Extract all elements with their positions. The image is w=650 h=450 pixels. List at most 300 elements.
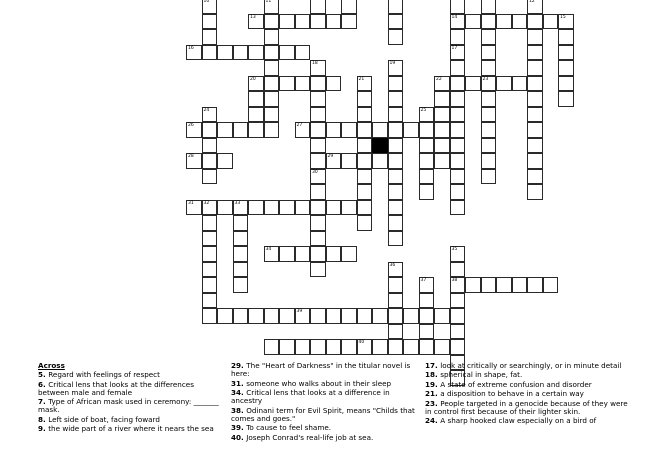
grid-cell[interactable] [217,200,233,216]
grid-cell[interactable] [512,277,528,293]
grid-cell[interactable] [357,169,373,185]
grid-cell[interactable] [481,138,497,154]
grid-cell[interactable] [419,308,435,324]
grid-cell[interactable] [450,29,466,45]
clue-item [231,380,417,388]
clue-text: spherical in shape, fat. [440,370,523,380]
grid-cell[interactable] [295,122,311,138]
clue-number: 39 [296,309,303,314]
grid-cell[interactable] [388,91,404,107]
grid-cell[interactable] [326,14,342,30]
grid-cell[interactable] [481,45,497,61]
grid-cell[interactable] [388,14,404,30]
grid-cell[interactable] [357,122,373,138]
clue-num: 21. [425,389,441,399]
clue-num: 17. [425,361,441,370]
grid-cell[interactable] [450,153,466,169]
grid-cell[interactable] [357,76,373,92]
grid-cell[interactable] [419,169,435,185]
grid-cell[interactable] [357,184,373,200]
grid-cell[interactable] [388,107,404,123]
grid-cell[interactable] [388,339,404,355]
grid-cell[interactable] [202,14,218,30]
clue-text: Regard with feelings of respect [48,370,160,380]
grid-cell[interactable] [527,76,543,92]
grid-cell[interactable] [388,262,404,278]
grid-cell[interactable] [372,308,388,324]
clue-number: 19 [389,61,396,66]
grid-cell[interactable] [295,339,311,355]
grid-cell[interactable] [419,153,435,169]
grid-cell[interactable] [233,122,249,138]
grid-cell[interactable] [186,45,202,61]
clue-item [38,381,220,397]
grid-cell[interactable] [217,45,233,61]
grid-cell[interactable] [434,122,450,138]
grid-cell[interactable] [450,262,466,278]
clue-text: Odinani term for Evil Spirit, means "Childs that comes and goes." [231,405,415,423]
grid-cell[interactable] [310,262,326,278]
clue-text: Critical lens that looks at a difference in ancestry [231,387,390,406]
grid-cell[interactable] [388,277,404,293]
down-clues-column [425,362,635,427]
grid-cell[interactable] [279,200,295,216]
grid-cell[interactable] [450,246,466,262]
grid-cell[interactable] [202,277,218,293]
grid-cell[interactable] [357,308,373,324]
grid-cell[interactable] [388,29,404,45]
across-header: Across [38,361,65,370]
grid-cell[interactable] [481,122,497,138]
grid-cell[interactable] [388,324,404,340]
clue-num: 23. [425,398,441,408]
grid-cell[interactable] [450,0,466,14]
grid-cell[interactable] [403,122,419,138]
clue-text: Left side of boat, facing foward [48,414,160,424]
grid-cell[interactable] [527,91,543,107]
grid-cell[interactable] [295,246,311,262]
grid-cell[interactable] [527,153,543,169]
grid-cell[interactable] [202,200,218,216]
grid-cell[interactable] [295,308,311,324]
grid-cell[interactable] [248,91,264,107]
clue-number: 12 [529,0,535,4]
grid-cell[interactable] [310,184,326,200]
grid-cell[interactable] [558,60,574,76]
grid-cell[interactable] [450,107,466,123]
clue-number: 24 [203,107,210,113]
grid-cell[interactable] [310,153,326,169]
grid-cell[interactable] [450,324,466,340]
grid-cell[interactable] [326,246,342,262]
clue-item [38,398,220,414]
grid-cell[interactable] [388,122,404,138]
grid-cell[interactable] [264,14,280,30]
clue-num: 19. [425,379,441,389]
grid-cell[interactable] [326,308,342,324]
grid-cell[interactable] [527,169,543,185]
grid-cell[interactable] [341,0,357,14]
clue-text: A sharp hooked claw especially on a bird of [440,416,597,426]
grid-cell[interactable] [248,107,264,123]
grid-cell[interactable] [434,91,450,107]
clue-num: 9. [38,424,49,434]
grid-cell[interactable] [357,107,373,123]
grid-cell[interactable] [248,45,264,61]
grid-cell[interactable] [310,200,326,216]
grid-cell[interactable] [202,45,218,61]
clue-number: 20 [250,76,256,82]
grid-cell[interactable] [357,91,373,107]
grid-cell[interactable] [419,293,435,309]
clue-text: To cause to feel shame. [246,423,332,433]
grid-cell[interactable] [527,29,543,45]
grid-cell[interactable] [388,293,404,309]
grid-cell[interactable] [326,153,342,169]
grid-cell[interactable] [357,215,373,231]
grid-cell[interactable] [248,200,264,216]
grid-cell[interactable] [310,246,326,262]
grid-cell[interactable] [310,231,326,247]
grid-cell[interactable] [295,14,311,30]
grid-cell[interactable] [388,153,404,169]
grid-cell[interactable] [202,29,218,45]
grid-cell[interactable] [202,215,218,231]
grid-cell[interactable] [434,153,450,169]
grid-cell[interactable] [388,0,404,14]
grid-cell[interactable] [233,200,249,216]
clue-item [231,424,417,432]
grid-cell[interactable] [233,308,249,324]
clue-number: 25 [420,107,427,113]
grid-cell[interactable] [388,231,404,247]
grid-cell[interactable] [341,200,357,216]
grid-cell[interactable] [450,200,466,216]
grid-cell[interactable] [264,107,280,123]
grid-cell[interactable] [310,91,326,107]
grid-cell[interactable] [419,339,435,355]
grid-cell[interactable] [450,169,466,185]
grid-cell[interactable] [450,14,466,30]
grid-cell[interactable] [388,138,404,154]
grid-cell[interactable] [202,0,218,14]
grid-cell[interactable] [450,76,466,92]
grid-cell[interactable] [450,91,466,107]
grid-cell[interactable] [202,246,218,262]
grid-cell[interactable] [481,277,497,293]
clue-number: 11 [265,0,272,4]
clue-number: 31 [188,200,194,206]
grid-cell[interactable] [372,122,388,138]
grid-cell[interactable] [465,277,481,293]
grid-cell[interactable] [295,45,311,61]
grid-cell[interactable] [326,339,342,355]
grid-cell[interactable] [496,14,512,30]
grid-cell[interactable] [527,184,543,200]
clue-item [425,381,635,389]
grid-cell[interactable] [481,29,497,45]
grid-cell[interactable] [465,14,481,30]
clue-number: 32 [203,200,210,206]
grid-cell[interactable] [403,308,419,324]
grid-cell[interactable] [233,231,249,247]
grid-cell[interactable] [388,308,404,324]
grid-cell[interactable] [434,138,450,154]
clue-item [38,425,220,433]
grid-cell[interactable] [558,45,574,61]
clue-text: People targeted in a genocide because of they were in control first because of their lighter skin. [425,398,628,416]
grid-cell[interactable] [186,200,202,216]
clue-text: The "Heart of Darkness" in the titular novel is here: [231,361,411,379]
clue-number: 17 [451,45,458,51]
grid-cell[interactable] [326,122,342,138]
grid-cell[interactable] [481,153,497,169]
grid-cell[interactable] [388,76,404,92]
grid-cell[interactable] [450,122,466,138]
clue-item [231,389,417,405]
clue-number: 26 [188,123,194,128]
grid-cell[interactable] [527,122,543,138]
grid-cell[interactable] [450,60,466,76]
grid-cell[interactable] [264,91,280,107]
grid-cell[interactable] [512,14,528,30]
clue-item [425,400,635,416]
grid-cell[interactable] [481,14,497,30]
grid-cell[interactable] [388,215,404,231]
grid-cell[interactable] [202,308,218,324]
grid-cell[interactable] [357,339,373,355]
grid-cell[interactable] [419,107,435,123]
grid-cell[interactable] [186,153,202,169]
clue-num: 7. [38,397,49,407]
grid-cell[interactable] [341,246,357,262]
grid-cell[interactable] [357,153,373,169]
grid-cell[interactable] [481,60,497,76]
grid-cell[interactable] [388,200,404,216]
grid-cell[interactable] [558,29,574,45]
grid-cell[interactable] [481,91,497,107]
grid-cell[interactable] [202,262,218,278]
clue-num: 6. [38,379,49,389]
grid-cell[interactable] [310,0,326,14]
grid-cell[interactable] [341,308,357,324]
grid-cell[interactable] [217,122,233,138]
clue-item [425,390,635,398]
grid-cell[interactable] [248,308,264,324]
grid-cell[interactable] [264,45,280,61]
grid-cell[interactable] [248,14,264,30]
clue-number: 21 [358,76,365,82]
clue-item [425,417,635,425]
grid-cell[interactable] [202,169,218,185]
clue-item [38,371,220,379]
clue-number: 30 [312,169,318,175]
grid-cell[interactable] [465,76,481,92]
clue-text: Joseph Conrad's real-life job at sea. [246,432,374,442]
grid-cell[interactable] [496,76,512,92]
grid-cell[interactable] [388,169,404,185]
clues-column-2 [231,362,417,443]
clue-number: 29 [327,154,334,159]
grid-cell[interactable] [403,339,419,355]
clue-number: 35 [451,247,458,252]
grid-cell[interactable] [372,339,388,355]
clue-num: 29. [231,361,247,370]
grid-cell[interactable] [527,60,543,76]
grid-cell[interactable] [202,138,218,154]
grid-cell[interactable] [558,14,574,30]
clue-number: 16 [188,45,194,51]
grid-cell[interactable] [310,122,326,138]
grid-cell[interactable] [419,184,435,200]
grid-cell[interactable] [419,138,435,154]
grid-cell[interactable] [357,138,373,154]
grid-cell[interactable] [326,200,342,216]
grid-cell[interactable] [264,308,280,324]
grid-cell[interactable] [264,0,280,14]
grid-cell[interactable] [372,153,388,169]
grid-cell[interactable] [434,308,450,324]
grid-cell[interactable] [527,277,543,293]
grid-cell[interactable] [527,0,543,14]
grid-cell[interactable] [450,138,466,154]
grid-cell[interactable] [264,200,280,216]
clue-text: a disposition to behave in a certain way [440,389,584,399]
grid-cell[interactable] [264,60,280,76]
grid-cell[interactable] [558,91,574,107]
grid-cell[interactable] [310,339,326,355]
grid-cell[interactable] [527,107,543,123]
grid-cell[interactable] [527,14,543,30]
grid-cell[interactable] [434,107,450,123]
grid-cell[interactable] [279,45,295,61]
grid-cell[interactable] [264,339,280,355]
grid-cell[interactable] [202,122,218,138]
clue-num: 40. [231,432,247,442]
grid-cell[interactable] [233,215,249,231]
grid-cell[interactable] [481,0,497,14]
clue-text: the wide part of a river where it nears the sea [48,424,214,434]
grid-cell[interactable] [310,107,326,123]
clue-text: A state of extreme confusion and disorder [440,379,592,389]
grid-cell[interactable] [279,246,295,262]
grid-cell[interactable] [233,45,249,61]
grid-cell[interactable] [279,339,295,355]
grid-cell[interactable] [310,76,326,92]
clue-num: 34. [231,387,247,397]
grid-cell[interactable] [543,14,559,30]
grid-cell[interactable] [310,308,326,324]
grid-cell[interactable] [527,138,543,154]
grid-cell[interactable] [450,293,466,309]
grid-cell[interactable] [202,231,218,247]
clue-num: 8. [38,414,49,424]
grid-cell[interactable] [450,308,466,324]
grid-cell[interactable] [279,14,295,30]
clue-number: 28 [188,154,194,159]
grid-cell[interactable] [481,107,497,123]
grid-cell[interactable] [202,153,218,169]
grid-cell[interactable] [543,277,559,293]
grid-cell[interactable] [202,293,218,309]
grid-cell[interactable] [450,277,466,293]
grid-cell[interactable] [388,184,404,200]
clue-item [425,362,635,370]
grid-cell[interactable] [419,277,435,293]
grid-cell[interactable] [481,76,497,92]
grid-cell[interactable] [481,169,497,185]
grid-cell[interactable] [264,76,280,92]
grid-cell[interactable] [279,76,295,92]
clue-number: 13 [250,14,256,20]
clue-num: 31. [231,378,247,388]
grid-cell[interactable] [217,153,233,169]
clue-number: 15 [560,14,566,20]
clue-number: 34 [265,247,272,252]
grid-cell[interactable] [186,122,202,138]
clue-text: Critical lens that looks at the differences between male and female [38,379,194,397]
grid-cell[interactable] [310,14,326,30]
grid-cell[interactable] [248,76,264,92]
grid-cell[interactable] [419,324,435,340]
grid-cell[interactable] [326,76,342,92]
grid-cell[interactable] [341,153,357,169]
grid-cell[interactable] [248,122,264,138]
clue-text: someone who walks about in their sleep [246,378,392,388]
grid-cell[interactable] [450,45,466,61]
grid-cell[interactable] [496,277,512,293]
grid-cell[interactable] [264,246,280,262]
grid-cell[interactable] [310,215,326,231]
grid-cell[interactable] [202,107,218,123]
grid-cell[interactable] [233,277,249,293]
clue-number: 14 [451,14,458,20]
grid-cell[interactable] [434,339,450,355]
grid-cell[interactable] [341,14,357,30]
grid-cell[interactable] [512,76,528,92]
grid-cell[interactable] [558,76,574,92]
grid-cell[interactable] [310,138,326,154]
grid-cell[interactable] [279,308,295,324]
grid-cell[interactable] [341,122,357,138]
grid-cell[interactable] [357,200,373,216]
grid-cell[interactable] [419,122,435,138]
clue-item [231,407,417,423]
grid-cell[interactable] [264,29,280,45]
grid-cell[interactable] [264,122,280,138]
grid-cell[interactable] [450,339,466,355]
clue-number: 23 [482,76,489,82]
clue-number: 38 [451,278,458,283]
clue-item [231,434,417,442]
grid-cell[interactable] [310,60,326,76]
black-square [372,138,388,154]
grid-cell[interactable] [434,76,450,92]
clue-text: Type of African mask used in ceremony: _______ mask. [38,397,219,415]
grid-cell[interactable] [295,76,311,92]
grid-cell[interactable] [388,60,404,76]
clue-num: 38. [231,405,247,415]
clue-item [231,362,417,378]
grid-cell[interactable] [233,262,249,278]
grid-cell[interactable] [295,200,311,216]
grid-cell[interactable] [527,45,543,61]
grid-cell[interactable] [217,308,233,324]
grid-cell[interactable] [233,246,249,262]
grid-cell[interactable] [310,169,326,185]
grid-cell[interactable] [450,184,466,200]
grid-cell[interactable] [341,339,357,355]
